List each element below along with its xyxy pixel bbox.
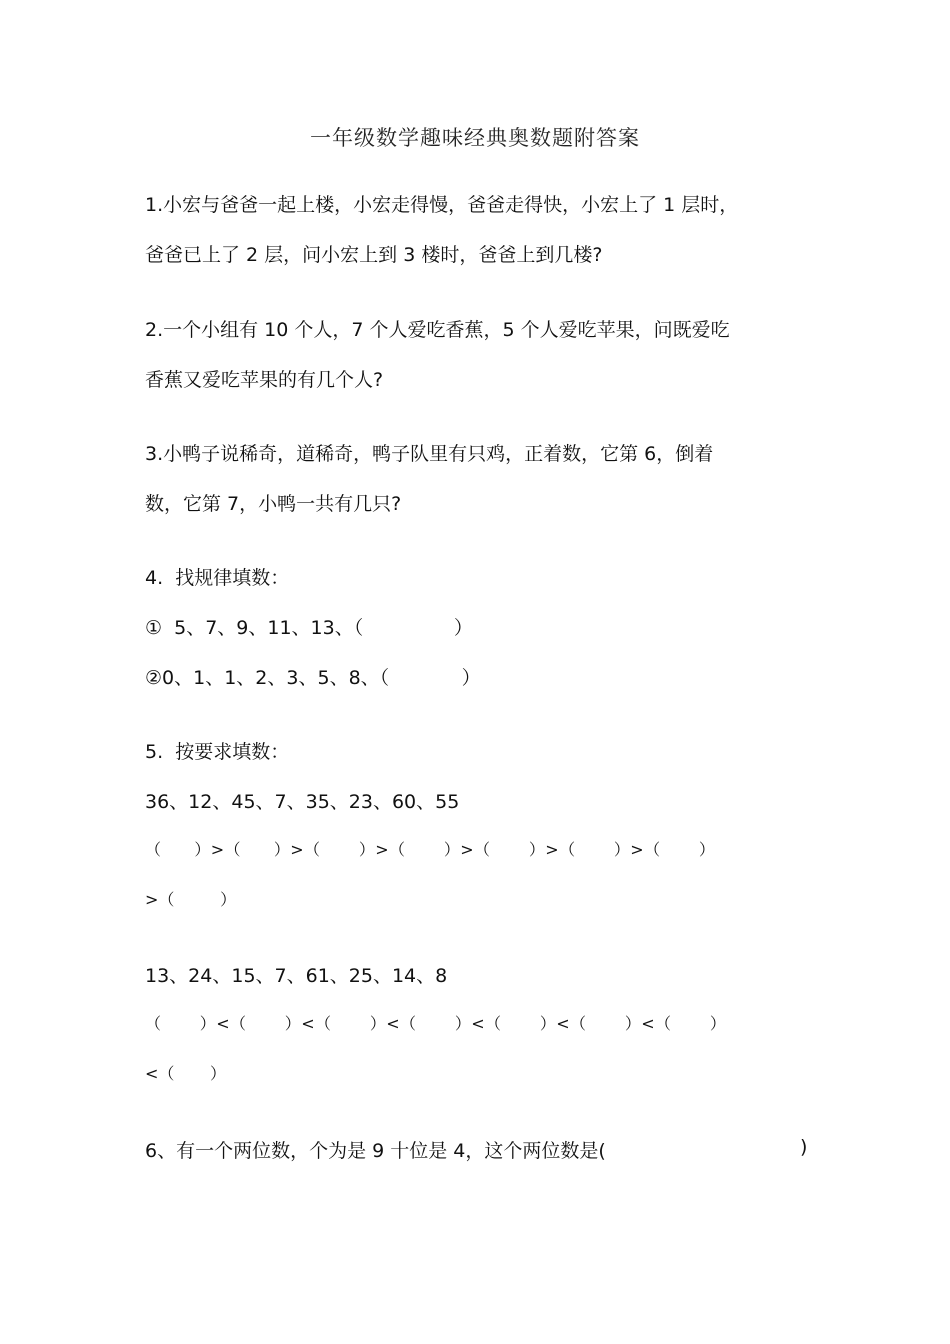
question-5-compare-b-line-2: <（ ） xyxy=(145,1064,227,1083)
document-title: 一年级数学趣味经典奥数题附答案 xyxy=(310,126,640,150)
question-4-sequence-1: ① 5、7、9、11、13、（ ） xyxy=(145,617,473,639)
question-6-close-paren: ) xyxy=(800,1136,808,1158)
question-5-numbers-b: 13、24、15、7、61、25、14、8 xyxy=(145,965,448,987)
question-3-line-2: 数，它第 7，小鸭一共有几只? xyxy=(145,493,402,515)
question-6-text: 6、有一个两位数，个为是 9 十位是 4，这个两位数是( xyxy=(145,1140,606,1162)
question-4-sequence-2: ②0、1、1、2、3、5、8、（ ） xyxy=(145,667,481,689)
question-5-heading: 5. 按要求填数： xyxy=(145,741,290,763)
question-5-compare-a-line-2: >（ ） xyxy=(145,890,237,909)
question-2-line-2: 香蕉又爱吃苹果的有几个人? xyxy=(145,369,384,391)
question-1-line-2: 爸爸已上了 2 层，问小宏上到 3 楼时，爸爸上到几楼? xyxy=(145,244,603,266)
question-1-line-1: 1.小宏与爸爸一起上楼，小宏走得慢，爸爸走得快，小宏上了 1 层时， xyxy=(145,194,739,216)
question-5-compare-b-line-1: （ ）<（ ）<（ ）<（ ）<（ ）<（ ）<（ ） xyxy=(145,1014,727,1033)
question-5-compare-a-line-1: （ ）>（ ）>（ ）>（ ）>（ ）>（ ）>（ ） xyxy=(145,840,716,859)
question-2-line-1: 2.一个小组有 10 个人，7 个人爱吃香蕉，5 个人爱吃苹果，问既爱吃 xyxy=(145,319,730,341)
question-5-numbers-a: 36、12、45、7、35、23、60、55 xyxy=(145,791,460,813)
question-4-heading: 4. 找规律填数： xyxy=(145,567,290,589)
question-3-line-1: 3.小鸭子说稀奇，道稀奇，鸭子队里有只鸡，正着数，它第 6，倒着 xyxy=(145,443,714,465)
